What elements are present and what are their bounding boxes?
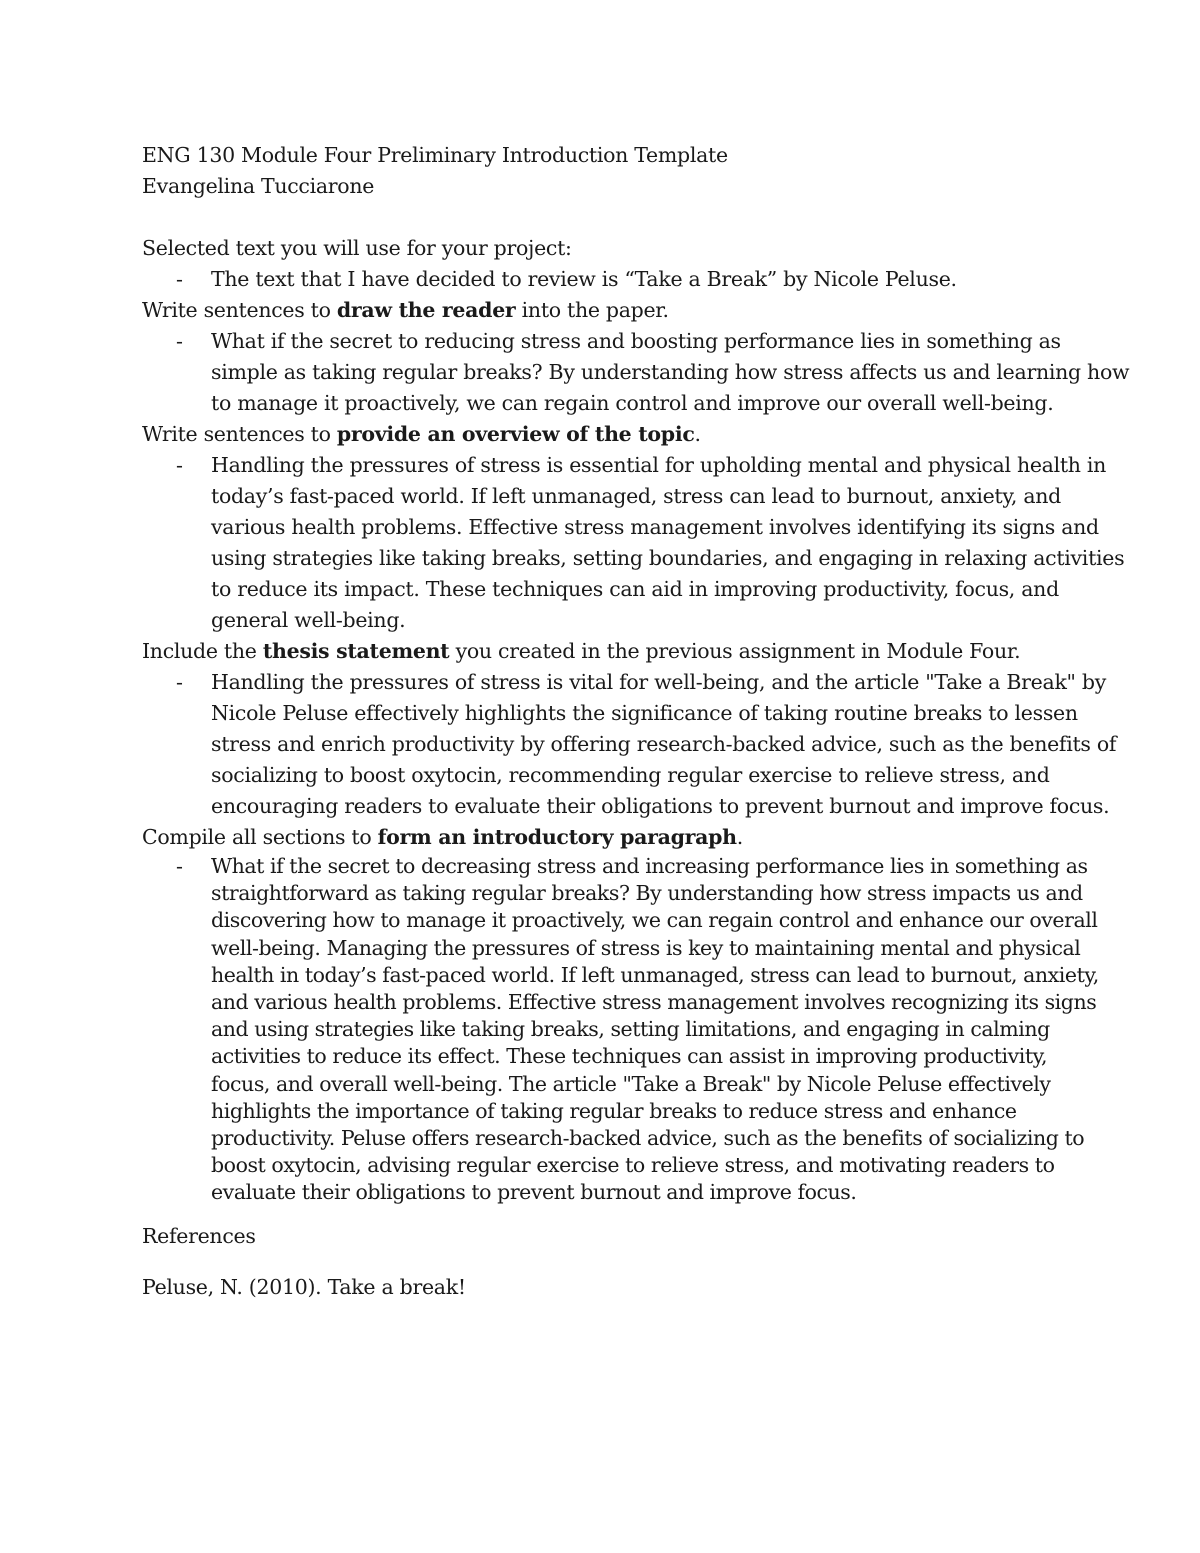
section-prompt-introductory-paragraph: Compile all sections to form an introductory paragraph.: [142, 825, 743, 849]
section-prompt-draw-reader: Write sentences to draw the reader into the paper.: [142, 298, 669, 322]
bullet-marker: -: [176, 329, 183, 353]
document-page: [142, 140, 1130, 1303]
document-title: ENG 130 Module Four Preliminary Introduction Template: [142, 143, 728, 167]
bullet-marker: -: [176, 854, 183, 878]
bullet-item-selected-text: - The text that I have decided to review is “Take a Break” by Nicole Peluse.: [142, 264, 1062, 295]
bullet-marker: -: [176, 670, 183, 694]
section-prompt-thesis: Include the thesis statement you created in the previous assignment in Module Four.: [142, 639, 1021, 663]
author-name: Evangelina Tucciarone: [142, 174, 375, 198]
bullet-item-thesis: - Handling the pressures of stress is vital for well-being, and the article "Take a Break" by Nicole Peluse effectively highlights the significance of taking routine breaks to lessen stress and enrich productivity by offering research-backed advice, such as the benefits of socializing to boost oxytocin, recommending regular exercise to relieve stress, and encouraging readers to evaluate their obligations to prevent burnout and improve focus.: [142, 667, 1062, 822]
bullet-item-overview: - Handling the pressures of stress is essential for upholding mental and physical health in today’s fast-paced world. If left unmanaged, stress can lead to burnout, anxiety, and various health problems. Effective stress management involves identifying its signs and using strategies like taking breaks, setting boundaries, and engaging in relaxing activities to reduce its impact. These techniques can aid in improving productivity, focus, and general well-being.: [142, 450, 1062, 636]
bullet-item-draw-reader: - What if the secret to reducing stress and boosting performance lies in something as simple as taking regular breaks? By understanding how stress affects us and learning how to manage it proactively, we can regain control and improve our overall well-being.: [142, 326, 1062, 419]
references-heading: References: [142, 1223, 256, 1248]
bullet-marker: -: [176, 267, 183, 291]
bullet-marker: -: [176, 453, 183, 477]
bullet-item-introductory-paragraph: - What if the secret to decreasing stress and increasing performance lies in something as straightforward as taking regular breaks? By understanding how stress impacts us and discovering how to manage it proactively, we can regain control and enhance our overall well-being. Managing the pressures of stress is key to maintaining mental and physical health in today’s fast-paced world. If left unmanaged, stress can lead to burnout, anxiety, and various health problems. Effective stress management involves recognizing its signs and using strategies like taking breaks, setting limitations, and engaging in calming activities to reduce its effect. These techniques can assist in improving productivity, focus, and overall well-being. The article "Take a Break" by Nicole Peluse effectively highlights the importance of taking regular breaks to reduce stress and enhance productivity. Peluse offers research-backed advice, such as the benefits of socializing to boost oxytocin, advising regular exercise to relieve stress, and motivating readers to evaluate their obligations to prevent burnout and improve focus.: [176, 854, 1099, 1205]
spacer: [142, 202, 1062, 233]
section-prompt-overview: Write sentences to provide an overview of the topic.: [142, 422, 701, 446]
section-prompt-selected-text: Selected text you will use for your project:: [142, 236, 572, 260]
reference-entry: Peluse, N. (2010). Take a break!: [142, 1274, 466, 1299]
